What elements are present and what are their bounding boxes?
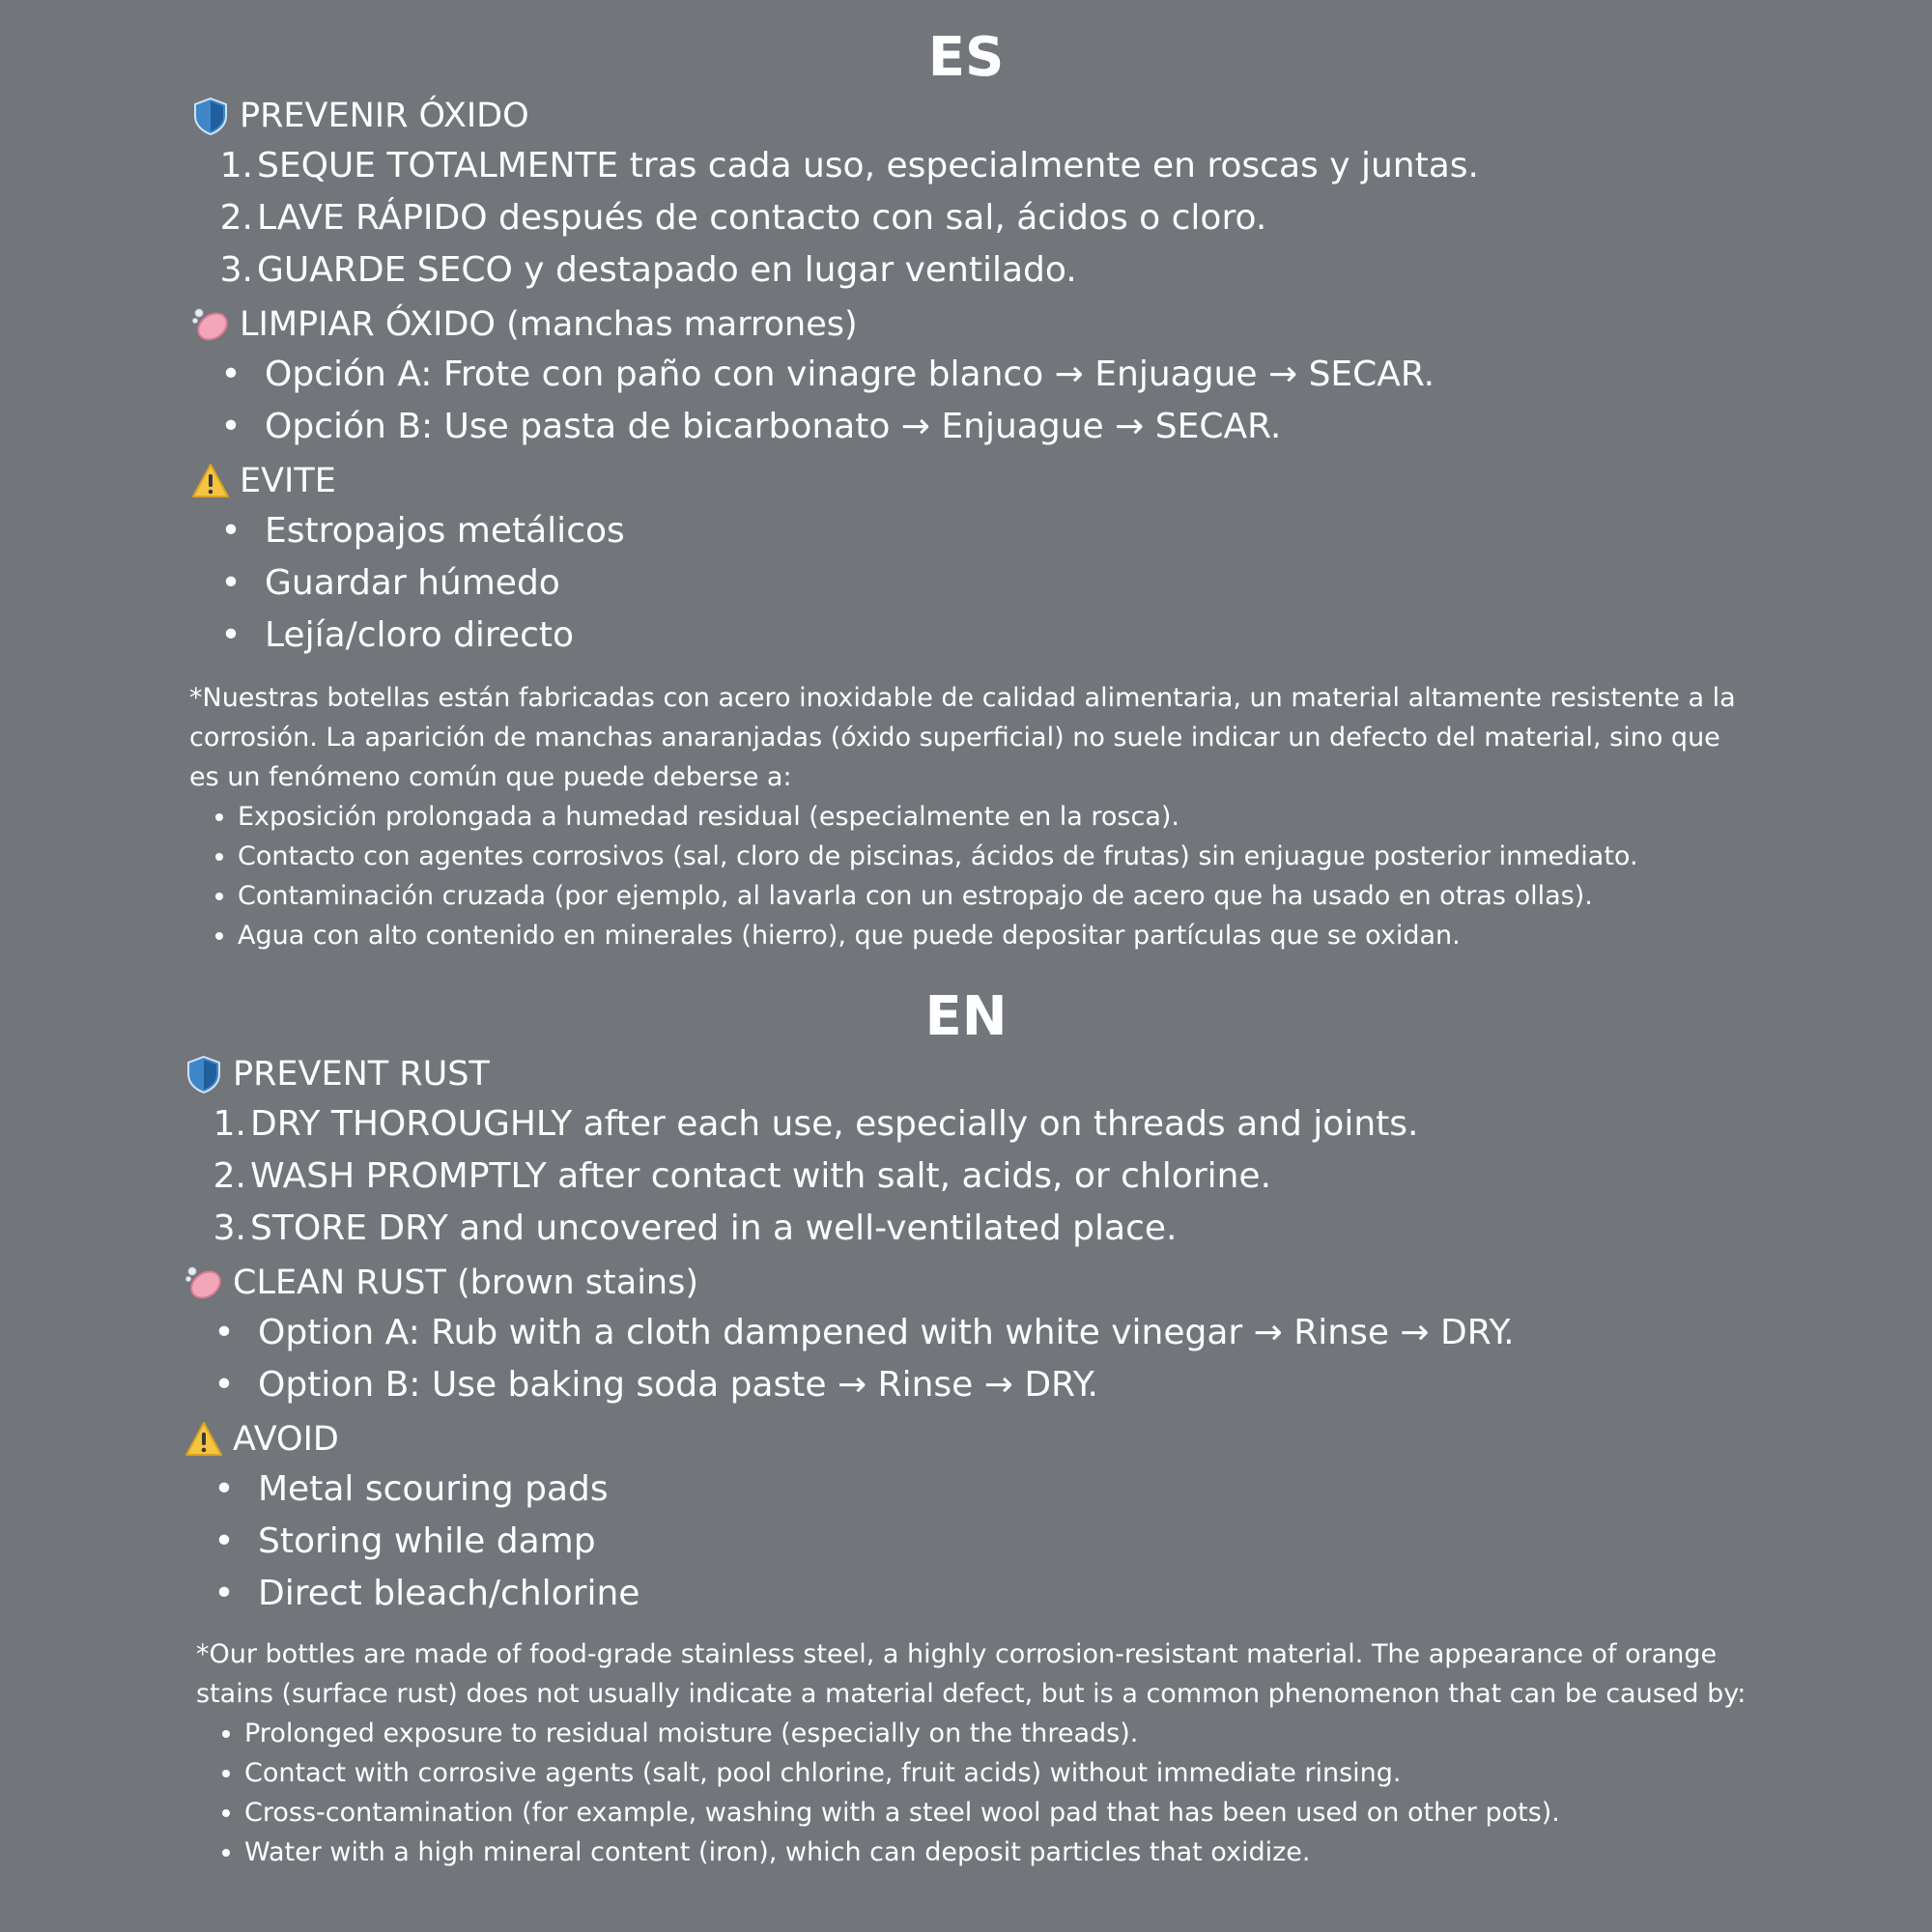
prevent-step-es-2: 2. LAVE RÁPIDO después de contacto con sal, ácidos o cloro. [219, 198, 1267, 238]
prevent-step-en-2: 2. WASH PROMPTLY after contact with salt, acids, or chlorine. [213, 1156, 1272, 1196]
cause-item: • Contacto con agentes corrosivos (sal, cloro de piscinas, ácidos de frutas) sin enjuague posterior inmediato. [238, 837, 1754, 876]
clean-option-en-a: • Option A: Rub with a cloth dampened with white vinegar → Rinse → DRY. [213, 1313, 1515, 1352]
avoid-item-es-3: • Lejía/cloro directo [220, 615, 575, 655]
cause-item: • Exposición prolongada a humedad residual (especialmente en la rosca). [238, 797, 1754, 837]
disclaimer-intro-en: *Our bottles are made of food-grade stainless steel, a highly corrosion-resistant material. The appearance of orange stains (surface rust) does not usually indicate a material defect, but is a common phenomenon that can be caused by: [196, 1639, 1747, 1709]
shield-icon [185, 1055, 223, 1094]
shield-icon [191, 97, 230, 135]
cause-item: • Prolonged exposure to residual moisture (especially on the threads). [244, 1714, 1761, 1753]
prevent-heading-en: PREVENT RUST [185, 1055, 490, 1094]
prevent-step-es-3: 3. GUARDE SECO y destapado en lugar ventilado. [219, 250, 1077, 290]
cause-item: • Agua con alto contenido en minerales (hierro), que puede depositar partículas que se oxidan. [238, 916, 1754, 955]
section-title-en: EN [924, 985, 1008, 1048]
disclaimer-es [189, 678, 1754, 955]
avoid-item-en-3: • Direct bleach/chlorine [213, 1574, 640, 1613]
cause-item: • Cross-contamination (for example, washing with a steel wool pad that has been used on other pots). [244, 1793, 1761, 1833]
disclaimer-intro-es: *Nuestras botellas están fabricadas con acero inoxidable de calidad alimentaria, un material altamente resistente a la corrosión. La aparición de manchas anaranjadas (óxido superficial) no suele indicar un defecto del material, sino que es un fenómeno común que puede deberse a: [189, 683, 1736, 792]
clean-option-es-a: • Opción A: Frote con paño con vinagre blanco → Enjuague → SECAR. [220, 355, 1435, 394]
causes-list-en [196, 1714, 1761, 1872]
prevent-heading-es: PREVENIR ÓXIDO [191, 97, 529, 135]
cause-item: • Contaminación cruzada (por ejemplo, al lavarla con un estropajo de acero que ha usado en otras ollas). [238, 876, 1754, 916]
warning-icon [191, 462, 230, 500]
clean-option-en-b: • Option B: Use baking soda paste → Rinse → DRY. [213, 1365, 1098, 1405]
avoid-item-en-2: • Storing while damp [213, 1521, 596, 1561]
avoid-heading-es: EVITE [191, 462, 336, 500]
warning-icon [185, 1420, 223, 1459]
avoid-item-es-1: • Estropajos metálicos [220, 511, 625, 551]
cause-item: • Water with a high mineral content (iron), which can deposit particles that oxidize. [244, 1833, 1761, 1872]
prevent-step-en-1: 1. DRY THOROUGHLY after each use, especially on threads and joints. [213, 1104, 1419, 1144]
disclaimer-en [196, 1634, 1761, 1872]
cause-item: • Contact with corrosive agents (salt, pool chlorine, fruit acids) without immediate rinsing. [244, 1753, 1761, 1793]
prevent-step-en-3: 3. STORE DRY and uncovered in a well-ventilated place. [213, 1208, 1178, 1248]
clean-option-es-b: • Opción B: Use pasta de bicarbonato → Enjuague → SECAR. [220, 407, 1282, 446]
causes-list-es [189, 797, 1754, 955]
soap-icon [185, 1264, 223, 1302]
avoid-item-es-2: • Guardar húmedo [220, 563, 560, 603]
clean-heading-en: CLEAN RUST (brown stains) [185, 1264, 698, 1302]
avoid-item-en-1: • Metal scouring pads [213, 1469, 609, 1509]
prevent-step-es-1: 1. SEQUE TOTALMENTE tras cada uso, especialmente en roscas y juntas. [219, 146, 1479, 185]
soap-icon [191, 305, 230, 344]
avoid-heading-en: AVOID [185, 1420, 339, 1459]
section-title-es: ES [927, 26, 1005, 89]
clean-heading-es: LIMPIAR ÓXIDO (manchas marrones) [191, 305, 858, 344]
